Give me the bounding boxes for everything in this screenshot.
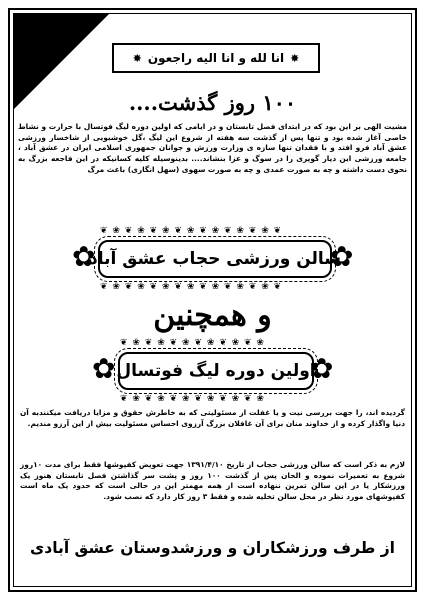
banner-ornament-border: [114, 348, 318, 394]
vine-ornament: ❦ ❀ ❦ ❀ ❦ ❀ ❦ ❀ ❦ ❀ ❦ ❀: [120, 338, 265, 348]
paragraph-responsibility: گردیده اند، را جهت بررسی نیت و یا غفلت از مسئولیتی که به خاطرش حقوق و مزایا دریافت میکنندبه آن دنیا واگذار کرده و از خداوند منان برای آن غافلان بزرگ آرزوی احساس مسئولیت بیش از این آرزو مندیم.: [20, 408, 405, 428]
star-icon: ✸: [132, 51, 142, 65]
banner-hall-name: [88, 240, 342, 278]
banner-hall-text: سالن ورزشی حجاب عشق آباد: [88, 249, 342, 269]
header-verse-box: [112, 43, 320, 73]
flower-icon: ✿: [92, 352, 116, 385]
vine-ornament: ❦ ❀ ❦ ❀ ❦ ❀ ❦ ❀ ❦ ❀ ❦ ❀ ❦ ❀ ❦: [100, 282, 283, 292]
page-title: ۱۰۰ روز گذشت....: [128, 90, 297, 115]
paragraph-repairs: لازم به ذکر است که سالن ورزشی حجاب از تاریخ ۱۳۹۱/۴/۱۰ جهت تعویض کفپوشها فقط برای مدت ۱۰روز شروع به تعمیرات نموده و الحان پس از گذشت ۱۰۰ روز و پشت سر گذاشتن فصل تابستان هنوز یک ورزشکار یا در این سالن تمرین ننهاده است از همه مهمتر این در حالی است که حدود یک ماه است کفپوشهای مورد نظر در محل سالن تخلیه شده و فقط ۳ روز کار دارد که نصب شود.: [20, 460, 405, 502]
header-verse: انا لله و انا الیه راجعون: [147, 51, 285, 65]
flower-icon: ✿: [310, 352, 334, 385]
vine-ornament: ❦ ❀ ❦ ❀ ❦ ❀ ❦ ❀ ❦ ❀ ❦ ❀: [120, 394, 265, 404]
banner-league-name: [118, 352, 314, 390]
flower-icon: ✿: [72, 240, 96, 273]
and-also-heading: و همچنین: [153, 298, 272, 333]
paragraph-intro: مشیت الهی بر این بود که در ابتدای فصل تابستان و در ایامی که اولین دوره لیگ فوتسال با حرارت و نشاط خاصی آغاز شده بود و تنها پس از گذشت سه هفته از شروع این لیگ ،گل خوشبویی از شاخسار ورزشی عشق آباد فرو افتد و با فقدان تنها سازه ی وزارت ورزش و جوانان جمهوری اسلامی ایران در عشق آباد ، جامعه ورزشی این دیار گوپری را در سوگ و عزا بنشاند.... بدینوسیله کلیه کسانیکه در این فاجعه بزرگ به نحوی دست داشته و چه به صورت عمدی و چه به صورت سهوی (سهل انگاری) باعث مرگ: [18, 122, 407, 174]
signature-footer: از طرف ورزشکاران و ورزشدوستان عشق آبادی: [30, 539, 395, 557]
star-icon: ✸: [290, 51, 300, 65]
flower-icon: ✿: [330, 240, 354, 273]
banner-league-text: اولین دوره لیگ فوتسال: [116, 361, 316, 381]
vine-ornament: ❦ ❀ ❦ ❀ ❦ ❀ ❦ ❀ ❦ ❀ ❦ ❀ ❦ ❀ ❦: [100, 226, 283, 236]
banner-ornament-border: [94, 236, 336, 282]
